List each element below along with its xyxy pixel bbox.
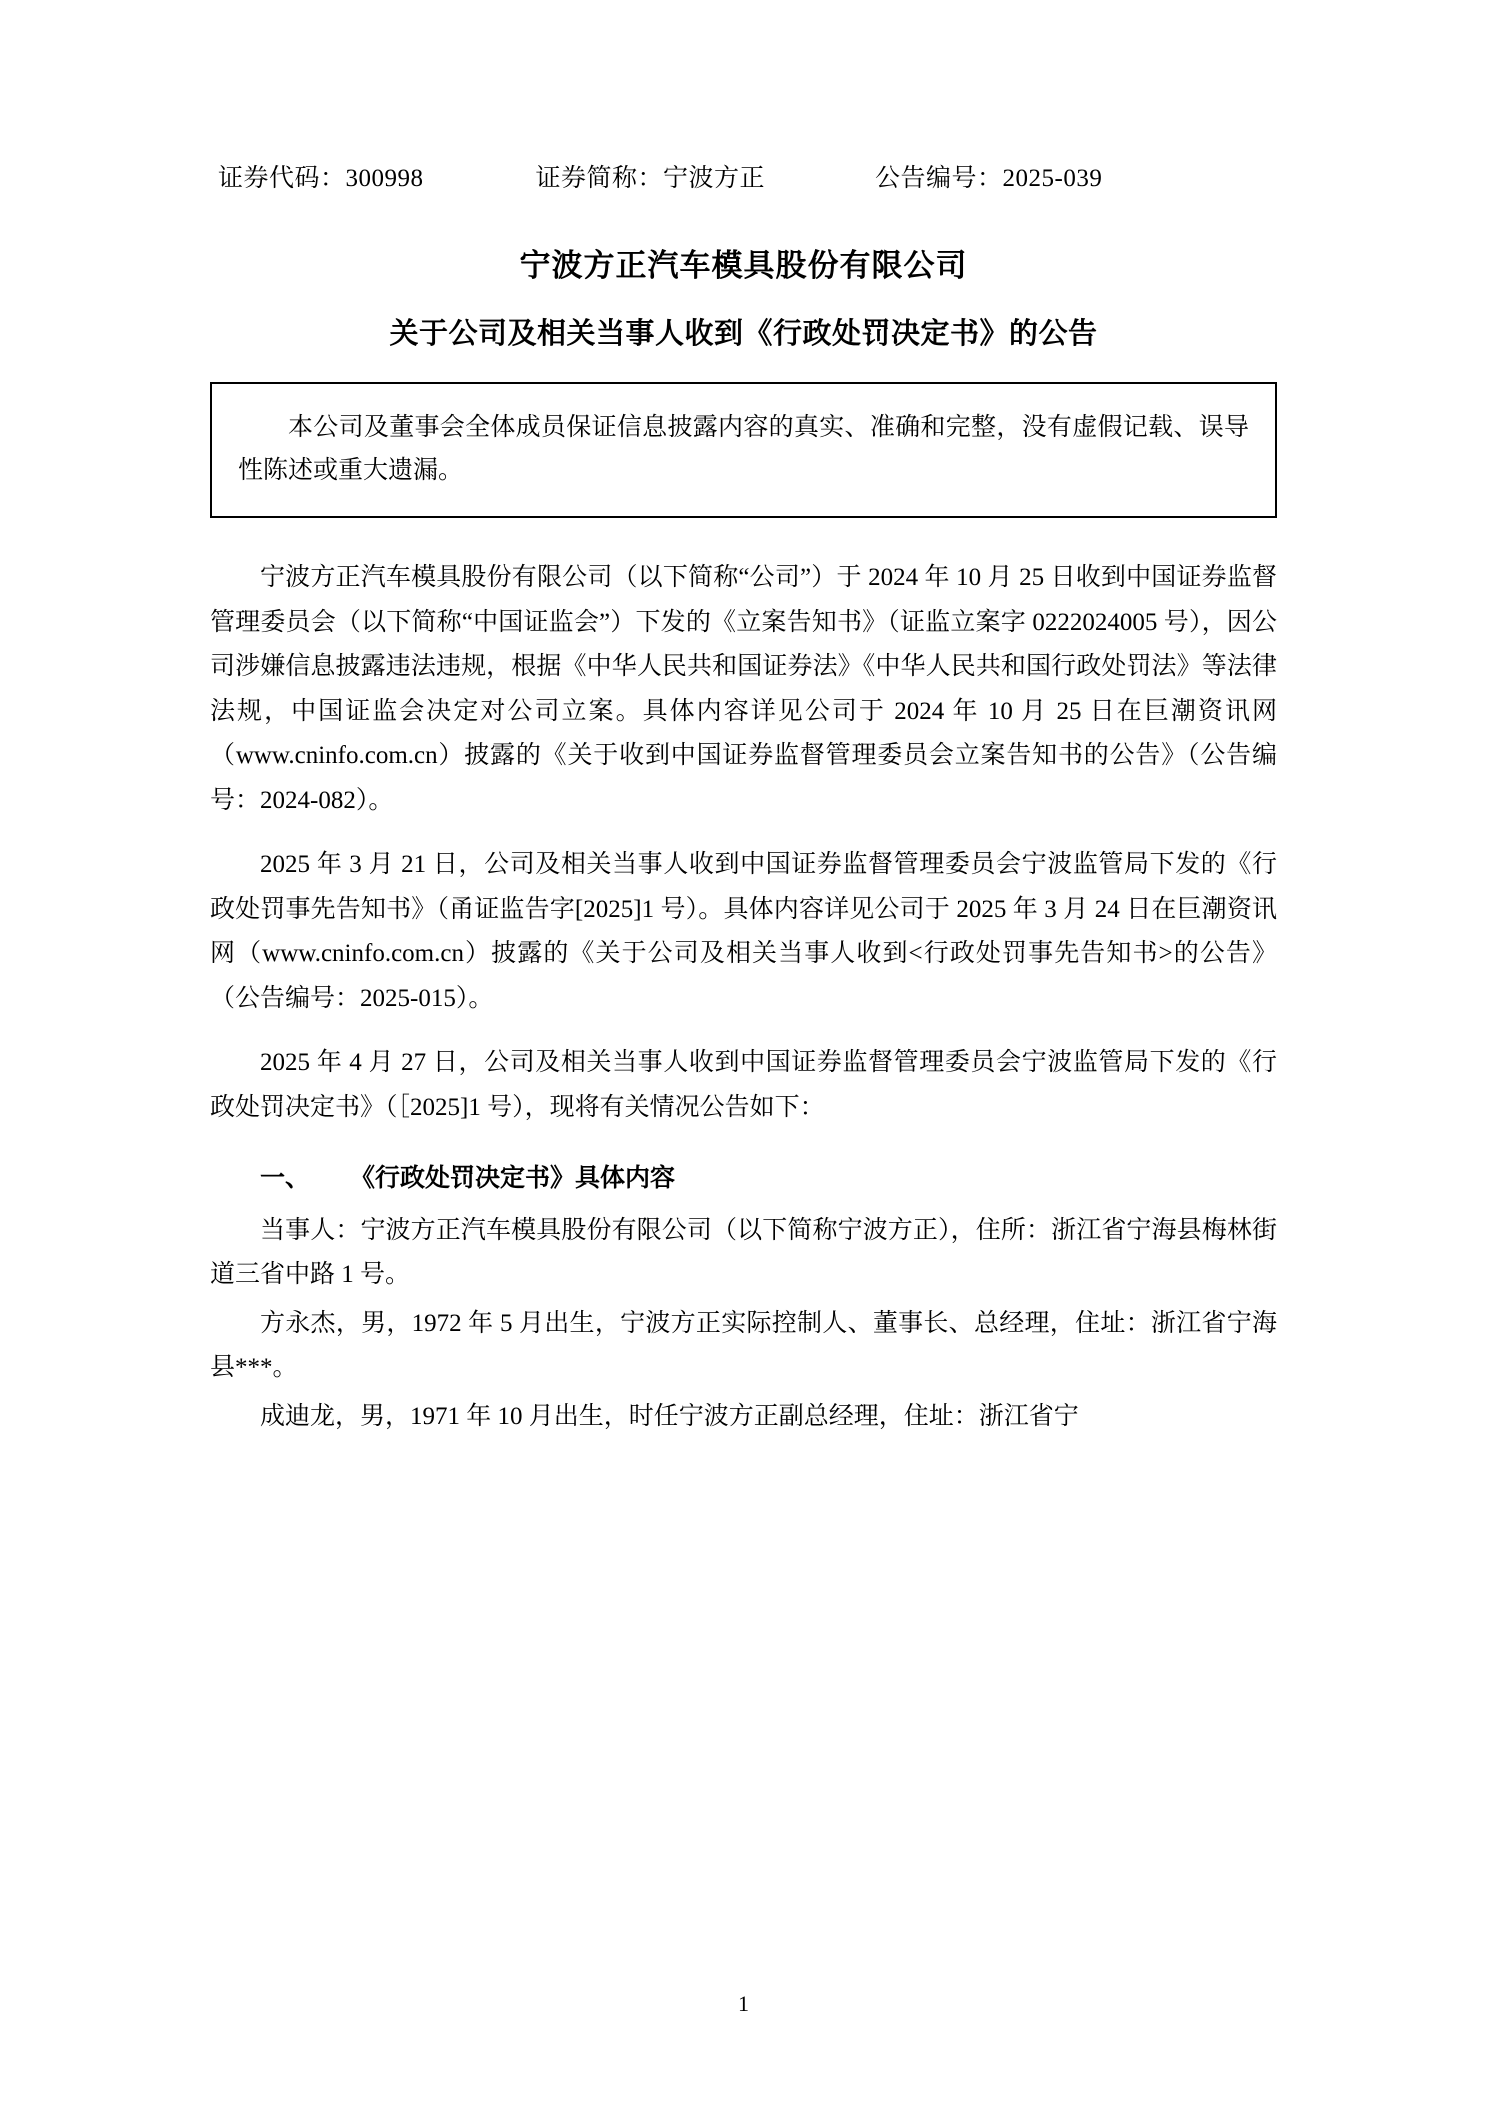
- party-company-paragraph: 当事人：宁波方正汽车模具股份有限公司（以下简称宁波方正），住所：浙江省宁海县梅林街道三省中路 1 号。: [210, 1216, 1277, 1288]
- security-code: 证券代码：300998: [218, 165, 424, 192]
- body-paragraph-2: 2025 年 3 月 21 日，公司及相关当事人收到中国证券监督管理委员会宁波监管局下发的《行政处罚事先告知书》（甬证监告字[2025]1 号）。具体内容详见公司于 2025 年 3 月 24 日在巨潮资讯网（www.cninfo.com.cn）披露的《关于公司及相关当事人收到<行政处罚事先告知书>的公告》（公告编号：2025-015）。: [210, 851, 1277, 1012]
- party-person-2-paragraph: 成迪龙，男，1971 年 10 月出生，时任宁波方正副总经理，住址：浙江省宁: [260, 1402, 1079, 1430]
- section-one-number: 一、: [260, 1163, 311, 1192]
- disclaimer-box: [210, 382, 1277, 518]
- body-paragraph-1: 宁波方正汽车模具股份有限公司（以下简称“公司”）于 2024 年 10 月 25 日收到中国证券监督管理委员会（以下简称“中国证监会”）下发的《立案告知书》（证监立案字 0222024005 号），因公司涉嫌信息披露违法违规，根据《中华人民共和国证券法》《中华人民共和国行政处罚法》等法律法规，中国证监会决定对公司立案。具体内容详见公司于 2024 年 10 月 25 日在巨潮资讯网（www.cninfo.com.cn）披露的《关于收到中国证券监督管理委员会立案告知书的公告》（公告编号：2024-082）。: [210, 564, 1277, 814]
- document-header: [210, 158, 1277, 194]
- disclaimer-text: 本公司及董事会全体成员保证信息披露内容的真实、准确和完整，没有虚假记载、误导性陈述或重大遗漏。: [238, 414, 1249, 484]
- section-one-title: 《行政处罚决定书》具体内容: [350, 1163, 676, 1192]
- page-title: 宁波方正汽车模具股份有限公司: [519, 248, 968, 284]
- body-paragraph-3: 2025 年 4 月 27 日，公司及相关当事人收到中国证券监督管理委员会宁波监管局下发的《行政处罚决定书》（［2025]1 号），现将有关情况公告如下：: [210, 1049, 1277, 1121]
- announcement-number: 公告编号：2025-039: [875, 165, 1103, 192]
- section-one-heading: [210, 1156, 1277, 1201]
- page-number: 1: [738, 1991, 749, 2016]
- page-subtitle: 关于公司及相关当事人收到《行政处罚决定书》的公告: [389, 316, 1098, 350]
- security-abbreviation: 证券简称：宁波方正: [535, 165, 766, 192]
- party-person-1-paragraph: 方永杰，男，1972 年 5 月出生，宁波方正实际控制人、董事长、总经理，住址：浙江省宁海县***。: [210, 1309, 1277, 1381]
